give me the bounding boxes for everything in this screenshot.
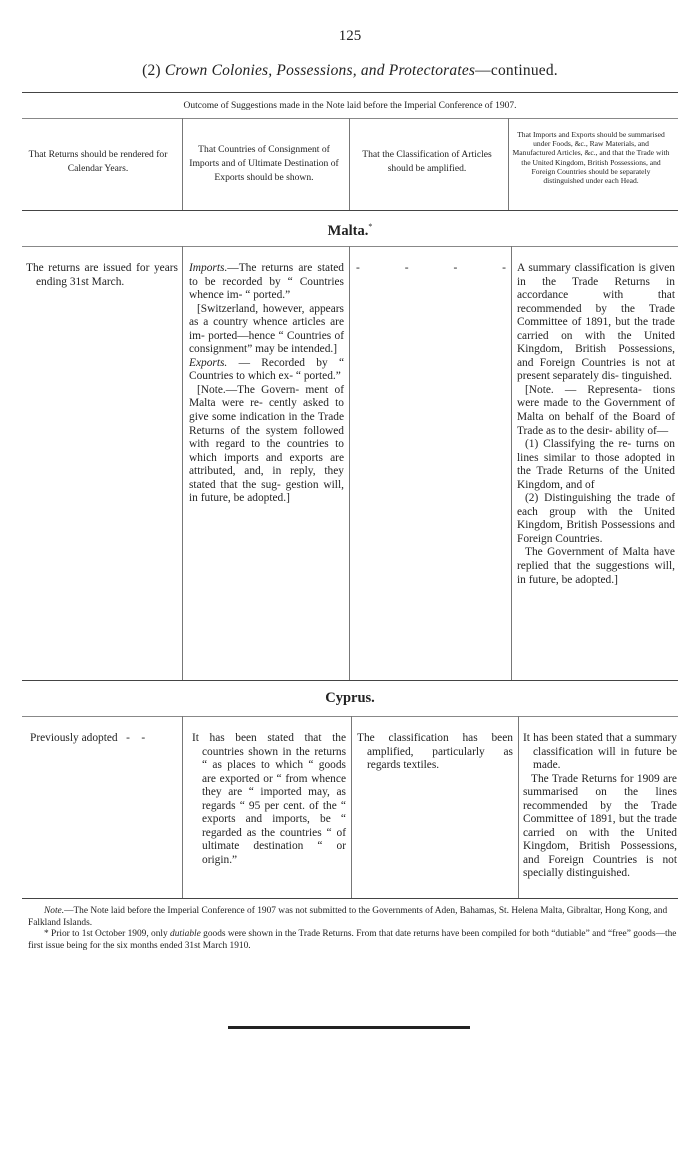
colony-heading-malta [0, 222, 700, 240]
column-header-classification: That the Classification of Articles should be amplified. [362, 149, 492, 174]
column-divider [518, 716, 519, 898]
exports-label: Exports. [189, 356, 228, 369]
section-title [0, 62, 700, 80]
column-divider [349, 246, 350, 680]
header-bottom-rule [22, 210, 678, 211]
note-label: Note. [44, 906, 65, 916]
cyprus-countries [192, 732, 346, 867]
exports-text: — Recorded by “ Countries to which ex- “ ported.” [189, 356, 344, 383]
cyprus-summary-p1: It has been stated that a summary classification will in future be made. [523, 732, 677, 772]
malta-summary [517, 262, 675, 587]
section-title-italic: Crown Colonies, Possessions, and Protectorates [164, 62, 476, 79]
column-divider [349, 118, 350, 210]
column-header-summary: That Imports and Exports should be summarised under Foods, &c., Raw Materials, and Manufactured Articles, &c., and that the Trade with the United Kingdom, British Possessions, and Foreign Countries should be separately distinguished under each Head. [512, 130, 670, 186]
cyprus-col3-text: The classification has been amplified, particularly as regards textiles. [357, 732, 513, 772]
table-subheading: Outcome of Suggestions made in the Note laid before the Imperial Conference of 1907. [183, 101, 517, 111]
footnote-text-b: goods were shown in the Trade Returns. From that date returns have been compiled for both “dutiable” and “free” goods—the first issue being for the six months ended 31st March 1910. [28, 929, 677, 951]
malta-summary-p1: A summary classification is given in the Trade Returns in accordance with that recommended by the Trade Committee of 1891, but the trade carried on with the United Kingdom, British Possessions, and Foreign Countries is not at present separately dis- tinguished. [517, 262, 675, 383]
cyprus-bottom-rule [22, 898, 678, 899]
end-rule [228, 1026, 470, 1029]
footnote-text-a: Prior to 1st October 1909, only [48, 929, 171, 940]
section-title-suffix: —continued. [475, 62, 558, 79]
malta-summary-p5: The Government of Malta have replied that the suggestions will, in future, be adopted.] [517, 546, 675, 586]
note-text: —The Note laid before the Imperial Conference of 1907 was not submitted to the Governments of Aden, Bahamas, St. Helena Malta, Gibraltar, Hong Kong, and Falkland Islands. [28, 906, 668, 928]
column-divider [511, 246, 512, 680]
malta-classification-dashes: - - - - [356, 262, 506, 274]
header-top-rule [22, 118, 678, 119]
malta-govt-note: [Note.—The Govern- ment of Malta were re- cently asked to give some indication in the Trade Returns of the system followed with regard to the countries to which imports and exports are attributed, and, in reply, they stated that the sug- gestion will, in future, be adopted.] [189, 383, 344, 505]
malta-top-rule [22, 246, 678, 247]
malta-summary-p3: (1) Classifying the re- turns on lines similar to those adopted in the Trade Returns of the United Kingdom, and of [517, 438, 675, 491]
footnote-marker: * [44, 929, 49, 940]
column-divider [182, 716, 183, 898]
cyprus-col2-text: It has been stated that the countries shown in the returns “ as places to which “ goods are exported or “ from whence they are “ imported may, as regards “ 95 per cent. of the “ exports and imports, be “ regarded as the countries “ of ultimate destination “ or origin.” [192, 732, 346, 866]
cyprus-summary [523, 732, 677, 881]
malta-calendar-years [26, 262, 178, 289]
column-divider [351, 716, 352, 898]
malta-name: Malta. [327, 222, 369, 239]
switzerland-note: [Switzerland, however, appears as a country whence articles are im- ported—hence “ Countries of consignment” may be intended.] [189, 302, 344, 356]
malta-col1-text: The returns are issued for years ending 31st March. [26, 262, 178, 288]
cyprus-summary-p2: The Trade Returns for 1909 are summarised on the lines recommended by the Trade Committee of 1891, but the trade carried on with the United Kingdom, British Possessions, and Foreign Countries is not specially distinguished. [523, 772, 677, 880]
cyprus-top-rule [22, 716, 678, 717]
cyprus-name: Cyprus. [325, 690, 375, 706]
section-title-prefix: (2) [142, 62, 165, 79]
page-number: 125 [338, 28, 362, 44]
colony-heading-cyprus [0, 690, 700, 707]
malta-bottom-rule [22, 680, 678, 681]
cyprus-calendar-years: Previously adopted - - [30, 732, 146, 744]
malta-countries [189, 262, 344, 506]
top-rule [22, 92, 678, 93]
column-divider [182, 118, 183, 210]
footnote-dutiable: dutiable [170, 929, 201, 940]
column-divider [508, 118, 509, 210]
column-header-calendar-years: That Returns should be rendered for Calendar Years. [28, 149, 168, 174]
cyprus-classification [357, 732, 513, 773]
malta-summary-p2: [Note. — Representa- tions were made to the Government of Malta on behalf of the Board of Trade as to the desir- ability of— [517, 383, 675, 437]
column-divider [182, 246, 183, 680]
footnote-marker: * [368, 222, 373, 231]
footnotes [28, 906, 678, 952]
malta-summary-p4: (2) Distinguishing the trade of each group with the United Kingdom, British Possessions and Foreign Countries. [517, 492, 675, 545]
column-header-countries: That Countries of Consignment of Imports and of Ultimate Destination of Exports should be shown. [189, 144, 339, 183]
imports-text: —The returns are stated to be recorded by “ Countries whence im- “ ported.” [189, 262, 344, 302]
imports-label: Imports. [189, 262, 228, 274]
